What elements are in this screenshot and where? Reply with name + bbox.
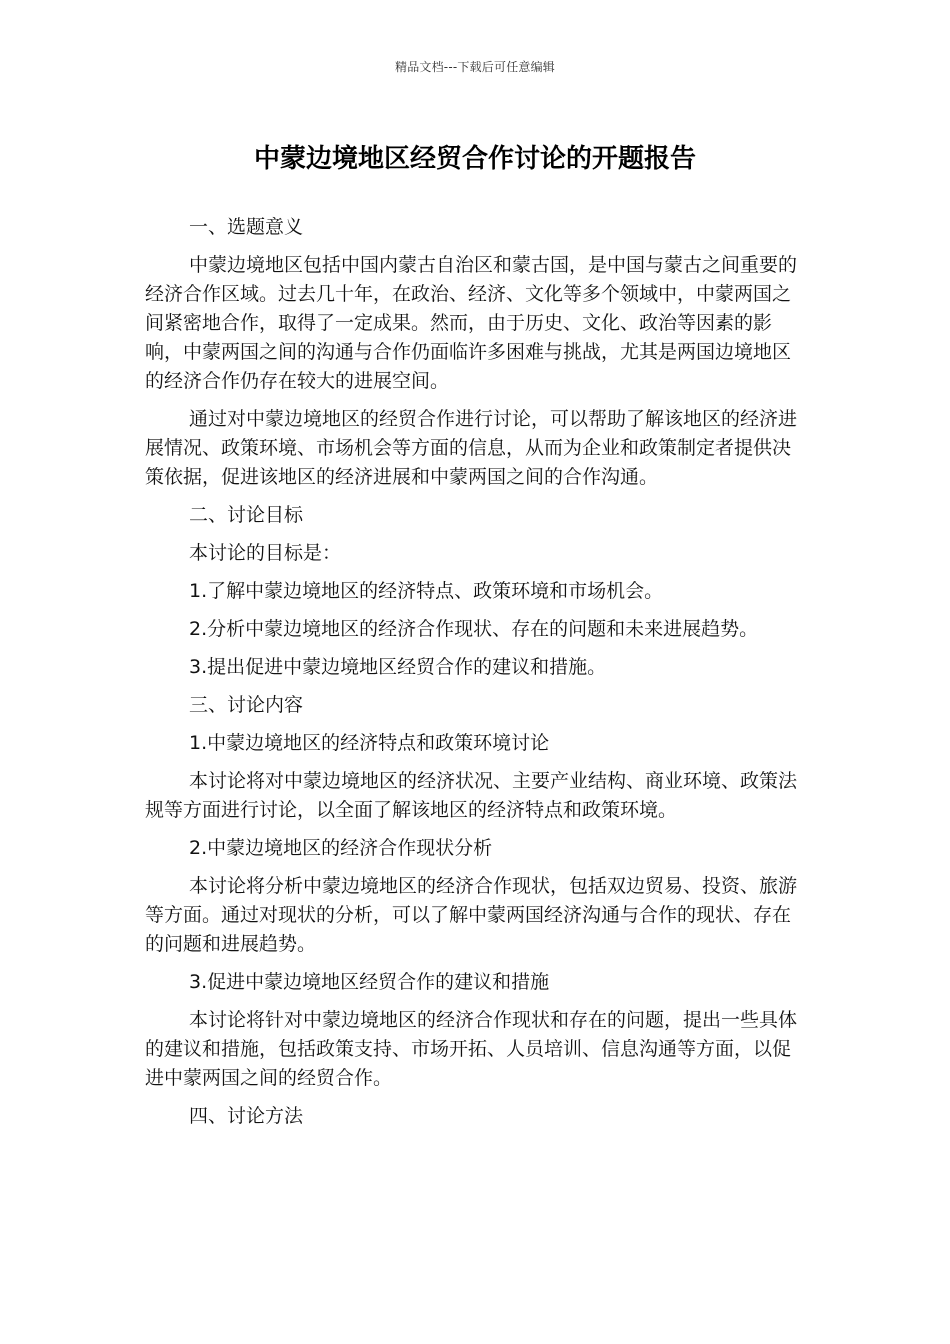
list-item: 1.了解中蒙边境地区的经济特点、政策环境和市场机会。 [189,580,664,602]
subsection-heading: 1.中蒙边境地区的经济特点和政策环境讨论 [189,732,550,754]
document-title: 中蒙边境地区经贸合作讨论的开题报告 [253,144,696,174]
section-heading-1: 一、选题意义 [189,216,304,238]
body-paragraph: 通过对中蒙边境地区的经贸合作进行讨论，可以帮助了解该地区的经济进展情况、政策环境、市场机会等方面的信息，从而为企业和政策制定者提供决策依据，促进该地区的经济进展和中蒙两国之间的合作沟通。 [145,408,798,488]
body-paragraph: 本讨论将针对中蒙边境地区的经济合作现状和存在的问题，提出一些具体的建议和措施，包括政策支持、市场开拓、人员培训、信息沟通等方面，以促进中蒙两国之间的经贸合作。 [145,1009,798,1089]
body-paragraph: 中蒙边境地区包括中国内蒙古自治区和蒙古国，是中国与蒙古之间重要的经济合作区域。过去几十年，在政治、经济、文化等多个领域中，中蒙两国之间紧密地合作，取得了一定成果。然而，由于历史、文化、政治等因素的影响，中蒙两国之间的沟通与合作仍面临许多困难与挑战，尤其是两国边境地区的经济合作仍存在较大的进展空间。 [145,254,798,392]
subsection-heading: 2.中蒙边境地区的经济合作现状分析 [189,837,493,859]
list-item: 2.分析中蒙边境地区的经济合作现状、存在的问题和未来进展趋势。 [189,618,759,640]
header-note: 精品文档---下载后可任意编辑 [395,60,555,74]
body-paragraph: 本讨论将对中蒙边境地区的经济状况、主要产业结构、商业环境、政策法规等方面进行讨论，以全面了解该地区的经济特点和政策环境。 [145,770,798,821]
section-heading-4: 四、讨论方法 [189,1105,304,1127]
subsection-heading: 3.促进中蒙边境地区经贸合作的建议和措施 [189,971,550,993]
list-item: 3.提出促进中蒙边境地区经贸合作的建议和措施。 [189,656,607,678]
document-body [145,213,807,1140]
section-heading-3: 三、讨论内容 [189,694,304,716]
body-paragraph: 本讨论将分析中蒙边境地区的经济合作现状，包括双边贸易、投资、旅游等方面。通过对现状的分析，可以了解中蒙两国经济沟通与合作的现状、存在的问题和进展趋势。 [145,875,798,955]
body-paragraph: 本讨论的目标是： [189,542,342,564]
section-heading-2: 二、讨论目标 [189,504,304,526]
